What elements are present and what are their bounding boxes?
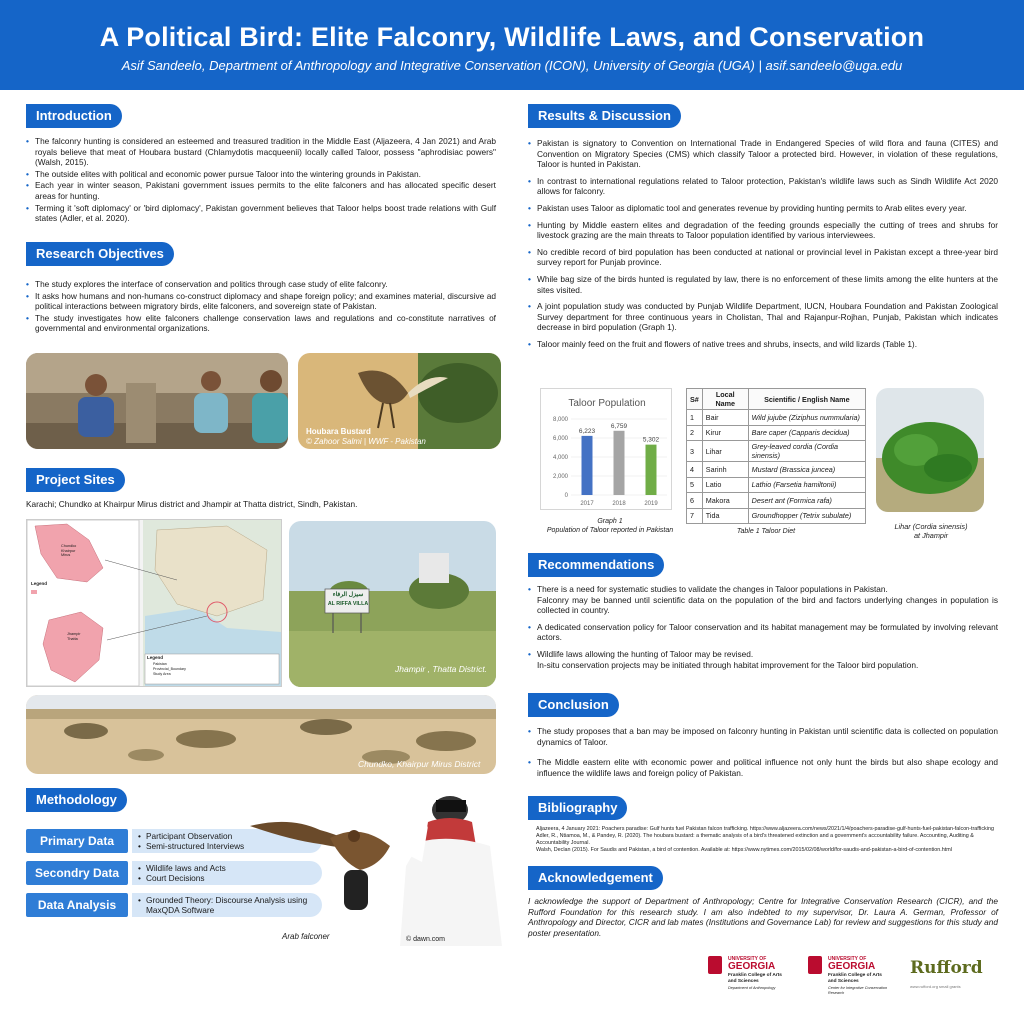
uga-college: Franklin College of Arts and Sciences <box>728 973 782 984</box>
methodology-item: • Grounded Theory: Discourse Analysis using MaxQDA Software <box>132 895 322 915</box>
diet-table-cell: 4 <box>687 462 703 478</box>
diet-table-cell: 5 <box>687 477 703 493</box>
bibliography-heading: Bibliography <box>528 796 627 820</box>
recommendation-bullet-line: • Wildlife laws allowing the hunting of Taloor may be revised. <box>537 648 754 659</box>
introduction-bullet: • The outside elites with political and economic power pursue Taloor into the wintering grounds in Pakistan. <box>26 169 496 180</box>
introduction-list <box>26 136 496 225</box>
diet-table-row <box>687 462 866 478</box>
chart-value-label: 5,302 <box>642 436 660 444</box>
diet-header-cell: Scientific / English Name <box>748 389 865 410</box>
rufford-logo: Rufford <box>910 958 983 978</box>
uga-department: Department of Anthropology <box>728 986 776 990</box>
diet-header-cell: S# <box>687 389 703 410</box>
result-bullet: • While bag size of the birds hunted is regulated by law, there is no enforcement of these limits among the elite hunters at the sites visited. <box>528 274 998 295</box>
chart-bar-2019 <box>646 445 657 495</box>
diet-table-cell: Grey-leaved cordia (Cordia sinensis) <box>748 441 865 462</box>
methodology-label-analysis: Data Analysis <box>26 893 128 917</box>
uga-name-line1: UNIVERSITY OF <box>728 956 767 962</box>
objective-bullet: • The study investigates how elite falconers challenge conservation laws and regulations and co-constitute narratives of governmental and environmental organizations. <box>26 313 496 334</box>
diet-table-cell: 2 <box>687 425 703 441</box>
interview-photo <box>26 353 288 449</box>
methodology-item: • Court Decisions <box>132 873 322 883</box>
diet-table-row <box>687 441 866 462</box>
chundko-caption: Chundko, Khairpur Mirus District <box>358 759 481 769</box>
chart-value-label: 6,759 <box>610 422 628 430</box>
chart-caption-title: Graph 1 <box>597 518 623 525</box>
diet-table-cell: Makora <box>702 493 748 509</box>
chart-xtick-label: 2018 <box>612 501 626 507</box>
chart-value-label: 6,223 <box>578 427 596 435</box>
arab-falconer-photo <box>250 786 506 946</box>
diet-table-cell: Lathio (Farsetia hamiltonii) <box>748 477 865 493</box>
results-heading: Results & Discussion <box>528 104 681 128</box>
acknowledgement-text: I acknowledge the support of Department of Anthropology; Centre for Integrative Conservation Research (CICR), and the Rufford Foundation for this research study. I am also indebted to my supervisor, Dr. Laura A. German, Professor of Anthropology and Director, CICR and lab mates (Institutions and Governance Lab) for review and suggestions for this study and poster presentation. <box>528 896 998 938</box>
result-bullet: • In contrast to international regulations related to Taloor protection, Pakistan's wildlife laws such as Sindh Wildlife Act 2020 allows for falconry. <box>528 176 998 197</box>
result-bullet: • Hunting by Middle eastern elites and degradation of the feeding grounds especially the cutting of trees and shrubs for livestock grazing are the main threats to Taloor population identified by various interviewees. <box>528 220 998 241</box>
result-bullet: • Pakistan is signatory to Convention on International Trade in Endangered Species of wild flora and fauna (CITES) and Convention on Migratory Species (CMS) which classify Taloor a protected bird. However, in violation of these regulations, Taloor is hunted in Pakistan. <box>528 138 998 170</box>
conclusion-heading: Conclusion <box>528 693 619 717</box>
research-objectives-heading: Research Objectives <box>26 242 174 266</box>
map-legend-item: Provincial_Boundary <box>153 667 186 671</box>
conclusion-list <box>528 726 998 779</box>
research-objectives-list <box>26 279 496 335</box>
conclusion-bullet: • The Middle eastern elite with economic power and political influence not only hunt the birds but also shape ecology and influence the wildlife laws and foreign policy of Pakistan. <box>528 757 998 778</box>
chart-caption-subtitle: Population of Taloor reported in Pakistan <box>546 527 674 534</box>
bibliography-entry: Aljazeera, 4 January 2021: Poachers paradise: Gulf hunts fuel Pakistan falcon trafficking. https://www.aljazeera.com/news/2021/1/4/poachers-paradise-gulf-hunts-fuel-pakistan-falcon-trafficking <box>536 826 994 832</box>
map-legend-item: Pakistan <box>153 662 167 666</box>
diet-table-cell: Kirur <box>702 425 748 441</box>
diet-table-cell: Desert ant (Formica rafa) <box>748 493 865 509</box>
diet-table-cell: Wild jujube (Ziziphus nummularia) <box>748 410 865 426</box>
result-bullet: • A joint population study was conducted by Punjab Wildlife Department, IUCN, Houbara Foundation and Pakistan Zoological Survey department for three continuous years in Cholistan, Thal and Rajanpur-Rojhan, Punjab, Pakistan which indicates decrease in bird population (Graph 1). <box>528 301 998 333</box>
result-bullet: • Pakistan uses Taloor as diplomatic tool and generates revenue by providing hunting permits to Arab elites every year. <box>528 203 998 214</box>
objective-bullet: • It asks how humans and non-humans co-construct diplomacy and shape foreign policy; and examines material, discursive ad political interactions between migratory birds, elite falconers, and sovereign state of Pakistan. <box>26 291 496 312</box>
recommendation-bullet <box>528 584 998 616</box>
bibliography-entry: Walsh, Declan (2015). For Saudis and Pakistan, a bird of contention. Available at: https://www.nytimes.com/2015/02/08/world/for-saudis-and-pakistan-a-bird-of-contention.html <box>536 847 952 853</box>
diet-table-cell: Latio <box>702 477 748 493</box>
lihar-caption-line2: at Jhampir <box>913 531 949 540</box>
population-chart <box>540 388 672 510</box>
methodology-label-primary: Primary Data <box>26 829 128 853</box>
diet-table-cell: Tida <box>702 508 748 524</box>
acknowledgement-heading: Acknowledgement <box>528 866 663 890</box>
chart-xtick-label: 2017 <box>580 501 594 507</box>
bibliography-entries <box>536 826 998 854</box>
chart-title: Taloor Population <box>568 398 646 409</box>
study-area-map <box>26 519 282 687</box>
diet-table-cell: 6 <box>687 493 703 509</box>
houbara-bustard-photo <box>298 353 501 449</box>
chart-ytick-label: 4,000 <box>552 455 568 461</box>
map-legend-title-left: Legend <box>31 581 48 586</box>
diet-table-row <box>687 493 866 509</box>
introduction-bullet: • Each year in winter season, Pakistani government issues permits to the elite falconers and has allocated specific desert areas for hunting. <box>26 180 496 201</box>
objective-bullet: • The study explores the interface of conservation and politics through case study of elite falconry. <box>26 279 496 290</box>
bustard-caption-credit: © Zahoor Salmi | WWF - Pakistan <box>306 437 426 446</box>
chart-ytick-label: 2,000 <box>552 474 568 480</box>
chart-bar-2018 <box>614 431 625 495</box>
diet-table-cell: 3 <box>687 441 703 462</box>
introduction-bullet: • The falconry hunting is considered an esteemed and treasured tradition in the Middle East (Aljazeera, 4 Jan 2021) and Arab royals believe that meat of Houbara bustard (Chlamydotis macqueenii) locally called Taloor, possess "aphrodisiac powers" (Walsh, 2015). <box>26 136 496 168</box>
map-legend-item: Study Area <box>153 672 171 676</box>
project-sites-text: Karachi; Chundko at Khairpur Mirus district and Jhampir at Thatta district, Sindh, Pakistan. <box>26 499 358 509</box>
recommendation-bullet-line: In-situ conservation projects may be initiated through habitat improvement for the Taloor bird population. <box>537 659 919 670</box>
project-sites-heading: Project Sites <box>26 468 125 492</box>
diet-table-row <box>687 477 866 493</box>
diet-table <box>686 388 866 524</box>
results-list <box>528 138 998 356</box>
poster-header <box>0 0 1024 90</box>
uga-cicr-logo <box>808 956 904 996</box>
diet-table-cell: Bare caper (Capparis decidua) <box>748 425 865 441</box>
diet-table-cell: Lihar <box>702 441 748 462</box>
recommendations-list <box>528 584 998 676</box>
lihar-caption-line1: Lihar (Cordia sinensis) <box>894 522 968 531</box>
methodology-heading: Methodology <box>26 788 127 812</box>
uga-name-line1: UNIVERSITY OF <box>828 956 867 962</box>
sign-english-text: AL RIFFA VILLA <box>327 601 369 607</box>
lihar-photo <box>876 388 984 512</box>
methodology-label-secondary: Secondry Data <box>26 861 128 885</box>
introduction-heading: Introduction <box>26 104 122 128</box>
recommendations-heading: Recommendations <box>528 553 664 577</box>
poster-authors: Asif Sandeelo, Department of Anthropology and Integrative Conservation (ICON), University of Georgia (UGA) | asif.sandeelo@uga.edu <box>121 58 903 73</box>
chart-ytick-label: 6,000 <box>552 436 568 442</box>
recommendation-bullet-line: • There is a need for systematic studies to validate the changes in Taloor populations in Pakistan. <box>537 584 888 594</box>
chart-ytick-label: 8,000 <box>552 417 568 423</box>
diet-table-row <box>687 425 866 441</box>
falconer-caption: Arab falconer <box>282 932 330 941</box>
map-label-chundko: Chundko Khairpur Mirus <box>61 544 77 557</box>
diet-table-cell: Sarinh <box>702 462 748 478</box>
diet-table-cell: 7 <box>687 508 703 524</box>
lihar-caption <box>874 522 988 540</box>
jhampir-photo <box>289 521 496 687</box>
introduction-bullet: • Terming it 'soft diplomacy' or 'bird diplomacy', Pakistan government believes that Taloor helps boost trade relations with Gulf states (Adler, et al. 2020). <box>26 203 496 224</box>
map-legend-title: Legend <box>147 655 164 660</box>
chart-xtick-label: 2019 <box>644 501 658 507</box>
diet-table-cell: Groundhopper (Tetrix subulate) <box>748 508 865 524</box>
recommendation-bullet <box>528 649 998 670</box>
uga-arch-icon <box>708 956 722 974</box>
methodology-item: • Wildlife laws and Acts <box>132 863 322 873</box>
uga-anthropology-logo <box>708 956 804 996</box>
diet-table-row <box>687 410 866 426</box>
uga-center: Center for Integrative Conservation Research <box>828 986 888 995</box>
bibliography-entry: Adler, R., Ntiamoa, M., & Pandey, R. (2020). The houbara bustard: a thematic analysis of a bird's threatened extinction and a government's accountability failure. Accounting, Auditing & Accountability Journal. <box>536 833 974 846</box>
poster-title: A Political Bird: Elite Falconry, Wildlife Laws, and Conservation <box>99 22 925 52</box>
recommendation-bullet-line: Falconry may be banned until scientific data on the population of the bird and factors underlying changes in population is collected in country. <box>537 594 998 616</box>
diet-table-cell: Mustard (Brassica juncea) <box>748 462 865 478</box>
map-legend-items <box>153 662 186 677</box>
jhampir-caption: Jhampir , Thatta District. <box>395 664 488 674</box>
chart-caption <box>540 517 680 535</box>
diet-table-cell: Bair <box>702 410 748 426</box>
chundko-photo <box>26 695 496 774</box>
diet-header-cell: Local Name <box>702 389 748 410</box>
diet-table-row <box>687 508 866 524</box>
result-bullet: • No credible record of bird population has been conducted at national or provincial level in Pakistan except a three-year bird survey report for Punjab province. <box>528 247 998 268</box>
diet-table-caption: Table 1 Taloor Diet <box>736 528 796 535</box>
uga-name <box>728 956 775 972</box>
uga-arch-icon <box>808 956 822 974</box>
map-label-jhampir: Jhampir Thatta <box>67 632 81 641</box>
methodology-item: • Semi-structured Interviews <box>132 841 322 851</box>
diet-table-cell: 1 <box>687 410 703 426</box>
uga-name <box>828 956 875 972</box>
methodology-item: • Participant Observation <box>132 831 322 841</box>
bustard-caption-title: Houbara Bustard <box>306 427 371 436</box>
recommendation-bullet <box>528 622 998 643</box>
chart-ytick-label: 0 <box>564 493 568 499</box>
diet-table-header-row <box>687 389 866 410</box>
falconer-credit: © dawn.com <box>406 936 446 943</box>
sign-arabic-text: سيزل الرفاء <box>332 592 364 598</box>
result-bullet: • Taloor mainly feed on the fruit and flowers of native trees and shrubs, insects, and wild lizards (Table 1). <box>528 339 998 350</box>
recommendation-bullet-line: • A dedicated conservation policy for Taloor conservation and its habitat management may be formulated by involving relevant actors. <box>537 621 998 643</box>
uga-name-line2: GEORGIA <box>728 961 776 972</box>
rufford-url: www.rufford.org small grants <box>910 984 961 989</box>
uga-college: Franklin College of Arts and Sciences <box>828 973 882 984</box>
uga-name-line2: GEORGIA <box>828 961 876 972</box>
conclusion-bullet: • The study proposes that a ban may be imposed on falconry hunting in Pakistan until scientific data is collected on population dynamics of Taloor. <box>528 726 998 747</box>
population-chart-svg <box>541 389 673 511</box>
chart-bar-2017 <box>582 436 593 495</box>
